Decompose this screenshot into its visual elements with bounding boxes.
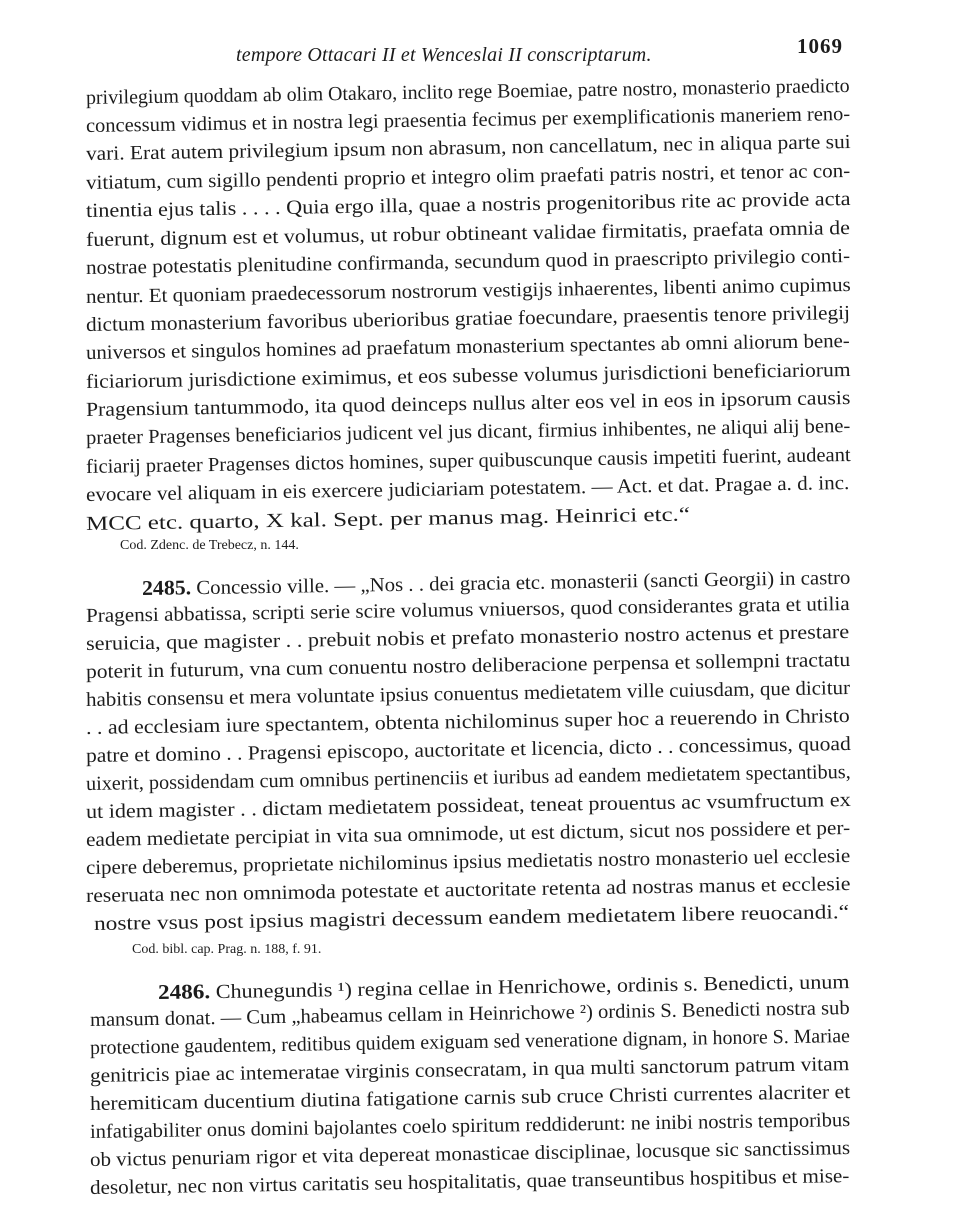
text-line: cipere deberemus, proprietate nichilominus ipsius medietatis nostro monasterio uel ecclesie bbox=[85, 844, 851, 879]
text-line: fuerunt, dignum est et volumus, ut robur obtineant validae firmitatis, praefata omnia de bbox=[85, 217, 851, 251]
text-line: Pragensi abbatissa, scripti serie scire volumus vniuersos, quod considerantes grata et utilia bbox=[85, 593, 850, 627]
text-line: privilegium quoddam ab olim Otakaro, inclito rege Boemiae, patre nostro, monasterio praedicto bbox=[85, 75, 850, 109]
text-line: eadem medietate percipiat in vita sua omnimode, ut est dictum, sicut nos possidere et per- bbox=[85, 816, 851, 851]
text-line: praeter Pragenses beneficiarios judicent vel jus dicant, firmius inhibentes, ne aliqui alij bene- bbox=[85, 414, 851, 449]
text-line: concessum vidimus et in nostra legi praesentia fecimus per exemplificationis maneriem reno- bbox=[85, 102, 851, 137]
text-line: seruicia, que magister . . prebuit nobis et prefato monasterio nostro actenus et prestare bbox=[85, 621, 850, 655]
page-number: 1069 bbox=[797, 34, 843, 58]
text-line: MCC etc. quarto, X kal. Sept. per manus mag. Heinrici etc.“ bbox=[85, 503, 691, 535]
document-first-line: Concessio ville. — „Nos . . dei gracia etc. monasterii (sancti Georgii) in castro bbox=[196, 566, 851, 600]
text-line: infatigabiliter onus domini bajolantes coelo spiritum reddiderunt: ne inibi nostris temporibus bbox=[89, 1109, 851, 1143]
text-line: reseruata nec non omnimoda potestate et auctoritate retenta ad nostras manus et ecclesie bbox=[85, 872, 851, 907]
text-line: protectione gaudentem, reditibus quidem exiguam sed veneratione dignam, in honore S. Mariae bbox=[89, 1025, 851, 1059]
text-line: tinentia ejus talis . . . . Quia ergo illa, quae a nostris progenitoribus rite ac provide acta bbox=[85, 187, 851, 222]
text-line: nostre vsus post ipsius magistri decessum eandem medietatem libere reuocandi.“ bbox=[93, 901, 850, 935]
text-line: habitis consensu et mera voluntate ipsius conuentus medietatem ville cuiusdam, que dicitur bbox=[85, 676, 851, 711]
text-line: poterit in futurum, vna cum conuentu nostro deliberacione perpensa et sollempni tractatu bbox=[85, 648, 851, 683]
text-line: mansum donat. — Cum „habeamus cellam in Heinrichowe ²) ordinis S. Benedicti nostra sub bbox=[89, 997, 850, 1031]
text-line: vari. Erat autem privilegium ipsum non abrasum, non cancellatum, nec in aliqua parte sui bbox=[85, 130, 851, 165]
text-line: ficiariorum jurisdictione eximimus, et eos subesse volumus jurisdictioni beneficiariorum bbox=[85, 358, 851, 393]
text-line: patre et domino . . Pragensi episcopo, auctoritate et licencia, dicto . . concessimus, quoad bbox=[85, 732, 851, 767]
text-line: . . ad ecclesiam iure spectantem, obtenta nichilominus super hoc a reuerendo in Christo bbox=[85, 705, 850, 739]
source-citation: Cod. Zdenc. de Trebecz, n. 144. bbox=[120, 538, 299, 553]
text-line: heremiticam ducentium diutina fatigatione carnis sub cruce Christi currentes alacriter et bbox=[89, 1081, 851, 1115]
document-number: 2486. bbox=[157, 979, 211, 1004]
text-line: vitiatum, cum sigillo pendenti proprio et integro olim praefati patris nostri, et tenor ac con- bbox=[85, 159, 851, 194]
document-first-line: Chunegundis ¹) regina cellae in Henrichowe, ordinis s. Benedicti, unum bbox=[215, 971, 850, 1004]
running-title: tempore Ottacari II et Wenceslai II conscriptarum. bbox=[236, 44, 652, 66]
text-line: evocare vel aliquam in eis exercere judiciariam potestatem. — Act. et dat. Pragae a. d. inc. bbox=[85, 472, 850, 506]
text-line: universos et singulos homines ad praefatum monasterium spectantes ab omni aliorum bene- bbox=[85, 330, 850, 364]
source-citation: Cod. bibl. cap. Prag. n. 188, f. 91. bbox=[132, 942, 322, 957]
text-line: ficiarij praeter Pragenses dictos homines, super quibuscunque causis impetiti fuerint, audeant bbox=[85, 443, 851, 478]
text-line: ut idem magister . . dictam medietatem possideat, teneat prouentus ac vsumfructum ex bbox=[85, 788, 851, 823]
text-line: uixerit, possidendam cum omnibus pertinenciis et iuribus ad eandem medietatem spectantibus, bbox=[85, 760, 851, 795]
document-number: 2485. bbox=[141, 575, 192, 600]
text-line: ob victus penuriam rigor et vita depereat monasticae disciplinae, locusque sic sanctissimus bbox=[89, 1137, 851, 1171]
text-line: dictum monasterium favoribus uberioribus gratiae foecundare, praesentis tenore privilegij bbox=[85, 301, 851, 336]
text-line: genitricis piae ac intemeratae virginis consecratam, in qua multi sanctorum patrum vitam bbox=[89, 1053, 850, 1087]
text-line: nentur. Et quoniam praedecessorum nostrorum vestigijs inhaerentes, libenti animo cupimus bbox=[85, 273, 851, 308]
text-line: desoletur, nec non virtus caritatis seu hospitalitatis, quae transeuntibus hospitibus et mise- bbox=[89, 1165, 850, 1199]
text-line: Pragensium tantummodo, ita quod deinceps nullus alter eos vel in eos in ipsorum causis bbox=[85, 386, 851, 421]
text-line: nostrae potestatis plenitudine confirmanda, secundum quod in praescripto privilegio conti- bbox=[85, 244, 851, 279]
